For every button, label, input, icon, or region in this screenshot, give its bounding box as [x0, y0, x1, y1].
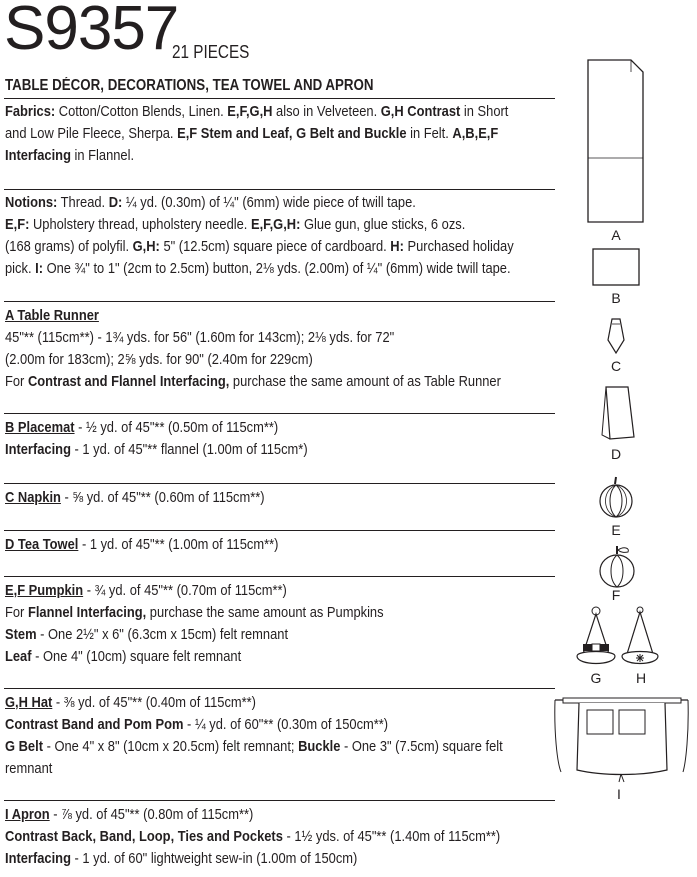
view-label-a: A: [611, 227, 621, 243]
divider: [4, 530, 555, 531]
apron-illustration: [553, 692, 693, 788]
divider: [4, 483, 555, 484]
page-title: TABLE DÉCOR, DECORATIONS, TEA TOWEL AND APRON: [5, 77, 374, 94]
divider: [4, 800, 555, 801]
view-label-e: E: [611, 522, 621, 538]
placemat-section: B Placemat - ½ yd. of 45"** (0.50m of 115cm**) Interfacing - 1 yd. of 45"** flannel (1.00m of 115cm*): [5, 419, 308, 458]
view-label-h: H: [635, 670, 647, 686]
pumpkin-f-illustration: [598, 544, 636, 588]
divider: [4, 98, 555, 99]
view-label-b: B: [611, 290, 621, 306]
divider: [4, 576, 555, 577]
view-label-i: I: [617, 786, 621, 802]
fabrics-section: Fabrics: Cotton/Cotton Blends, Linen. E,F,G,H also in Velveteen. G,H Contrast in Short and Low Pile Fleece, Sherpa. E,F Stem and Leaf, G Belt and Buckle in Felt. A,B,E,F Interfacing in Flannel.: [5, 103, 509, 164]
view-label-f: F: [611, 587, 621, 603]
pumpkin-section: E,F Pumpkin - ¾ yd. of 45"** (0.70m of 115cm**) For Flannel Interfacing, purchase the same amount as Pumpkins Stem - One 2½" x 6" (6.3cm x 15cm) felt remnant Leaf - One 4" (10cm) square felt remnant: [5, 582, 384, 665]
hat-g-illustration: [575, 606, 617, 668]
table-runner-illustration: [585, 58, 645, 226]
hat-section: G,H Hat - ⅜ yd. of 45"** (0.40m of 115cm**) Contrast Band and Pom Pom - ¼ yd. of 60"** (0.30m of 150cm**) G Belt - One 4" x 8" (10cm x 20.5cm) felt remnant; Buckle - One 3" (7.5cm) square felt remnant: [5, 694, 503, 777]
pumpkin-e-illustration: [598, 474, 634, 518]
napkin-section: C Napkin - ⅝ yd. of 45"** (0.60m of 115cm**): [5, 489, 265, 506]
tea-towel-illustration: [598, 385, 638, 441]
table-runner-section: A Table Runner 45"** (115cm**) - 1¾ yds. for 56" (1.60m for 143cm); 2⅛ yds. for 72" (2.00m for 183cm); 2⅝ yds. for 90" (2.40m for 229cm) For Contrast and Flannel Interfacing, purchase the same amount of as Table Runner: [5, 307, 501, 390]
notions-section: Notions: Thread. D: ¼ yd. (0.30m) of ¼" (6mm) wide piece of twill tape. E,F: Upholstery thread, upholstery needle. E,F,G,H: Glue gun, glue sticks, 6 ozs. (168 grams) of polyfil. G,H: 5" (12.5cm) square piece of cardboard. H: Purchased holiday pick. I: One ¾" to 1" (2cm to 2.5cm) button, 2⅛ yds. (2.00m) of ¼" (6mm) wide twill tape.: [5, 194, 514, 277]
piece-count: 21 PIECES: [172, 42, 250, 62]
view-label-g: G: [590, 670, 602, 686]
placemat-illustration: [592, 248, 640, 286]
divider: [4, 413, 555, 414]
view-label-c: C: [610, 358, 622, 374]
divider: [4, 189, 555, 190]
divider: [4, 301, 555, 302]
view-label-d: D: [610, 446, 622, 462]
divider: [4, 688, 555, 689]
napkin-illustration: [606, 318, 626, 354]
hat-h-illustration: [620, 606, 662, 668]
pattern-number: S9357: [4, 0, 179, 63]
tea-towel-section: D Tea Towel - 1 yd. of 45"** (1.00m of 115cm**): [5, 536, 279, 553]
apron-section: I Apron - ⅞ yd. of 45"** (0.80m of 115cm**) Contrast Back, Band, Loop, Ties and Pockets - 1½ yds. of 45"** (1.40m of 115cm**) Interfacing - 1 yd. of 60" lightweight sew-in (1.00m of 150cm): [5, 806, 501, 867]
